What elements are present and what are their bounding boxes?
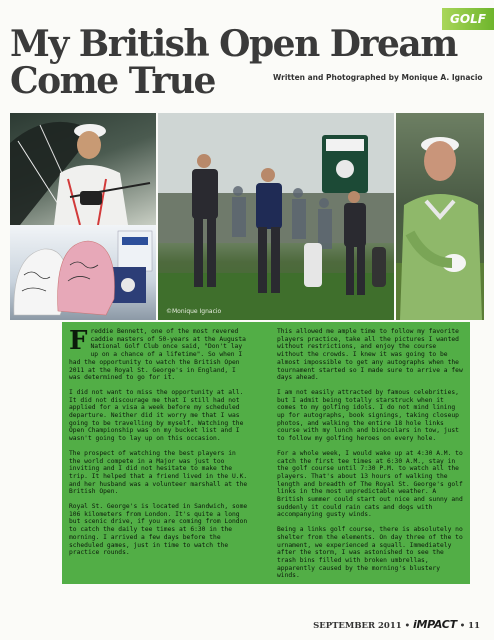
- article-body: [62, 322, 470, 584]
- page-footer: [313, 618, 480, 631]
- article-title: My British Open Dream Come True: [10, 23, 457, 102]
- golfer-portrait-illustration: [396, 113, 484, 320]
- section-tag: GOLF: [442, 8, 494, 30]
- page-number: 11: [468, 621, 480, 631]
- article-paragraph: [69, 328, 249, 382]
- footer-bullet: •: [459, 621, 466, 631]
- golfer-in-rain-illustration: [10, 113, 156, 225]
- article-paragraph: The prospect of watching the best players in the world compete in a Major was just too inviting and I did not hesitate to make the trip. It helped that a friend lived in the U.K. and her husband was a volunteer marshall at the British Open.: [69, 449, 248, 496]
- article-column-left: [69, 328, 249, 564]
- magazine-logo: iMPACT: [413, 618, 457, 631]
- practice-group-illustration: [158, 113, 394, 320]
- article-column-right: [277, 328, 463, 587]
- practice-group-photo: [158, 113, 394, 320]
- article-paragraph: This allowed me ample time to follow my favorite players practice, take all the pictures I wanted without restrictions, and enjoy the course without the crowds. I knew it was going to be almost impossible to get any autographs when the tournament started so I made sure to arrive a few days ahead.: [277, 328, 463, 382]
- drop-cap: F: [69, 326, 88, 356]
- article-paragraph: For a whole week, I would wake up at 4:30 A.M. to catch the first tee times at 6:30 A.M., stay in the golf course until 7:30 P.M. to watch all the players. That's about 13 hours of walking the length and breadth of The Royal St. George's golf links in the most unpredictable weather. A British summer could start out nice and sunny and suddenly it could rain cats and dogs with accompanying gusty winds.: [277, 449, 463, 519]
- article-paragraph: Being a links golf course, there is absolutely no shelter from the elements. On day three of the to urnament, we experienced a squall. Immediately after the storm, I was astonished to see the trash bins filled with broken umbrellas, apparently caused by the morning's blustery winds.: [277, 526, 463, 580]
- footer-bullet: •: [404, 621, 411, 631]
- issue-date: SEPTEMBER 2011: [313, 621, 402, 631]
- golfer-portrait-photo: [396, 113, 484, 320]
- signed-caps-photo: [10, 225, 156, 320]
- article-paragraph: Royal St. George's is located in Sandwich, some 106 kilometers from London. It's quite a long but scenic drive, if you are coming from London to catch the daily tee times at 6:30 in the morning. I arrived a few days before the scheduled games, just in time to watch the practice rounds.: [69, 503, 248, 557]
- paragraph-text: reddie Bennett, one of the most revered caddie masters of 50-years at the Augusta National Golf Club once said, "Don't lay up on a chance of a lifetime". So when I had the opportunity to watch the British Open 2011 at the Royal St. George's in England, I was determined to go for it.: [69, 328, 246, 382]
- byline: Written and Photographed by Monique A. Ignacio: [273, 73, 483, 82]
- article-paragraph: I am not easily attracted by famous celebrities, but I admit being totally starstruck when it comes to my golfing idols. I do not mind lining up for autographs, book signings, taking closeup photos, and walking the entire 18 hole links course with my lunch and binoculars in tow, just to follow my golfing heroes on every hole.: [277, 388, 459, 443]
- signed-caps-illustration: [10, 225, 156, 320]
- golfer-in-rain-photo: [10, 113, 156, 225]
- photo-credit: ©Monique Ignacio: [166, 308, 222, 315]
- article-paragraph: I did not want to miss the opportunity at all. It did not discourage me that I still had not applied for a visa a week before my scheduled departure. Neither did it worry me that I was going to be travelling by myself. Watching the Open Championship was on my bucket list and I wasn't going to lay up on this occasion.: [69, 388, 244, 443]
